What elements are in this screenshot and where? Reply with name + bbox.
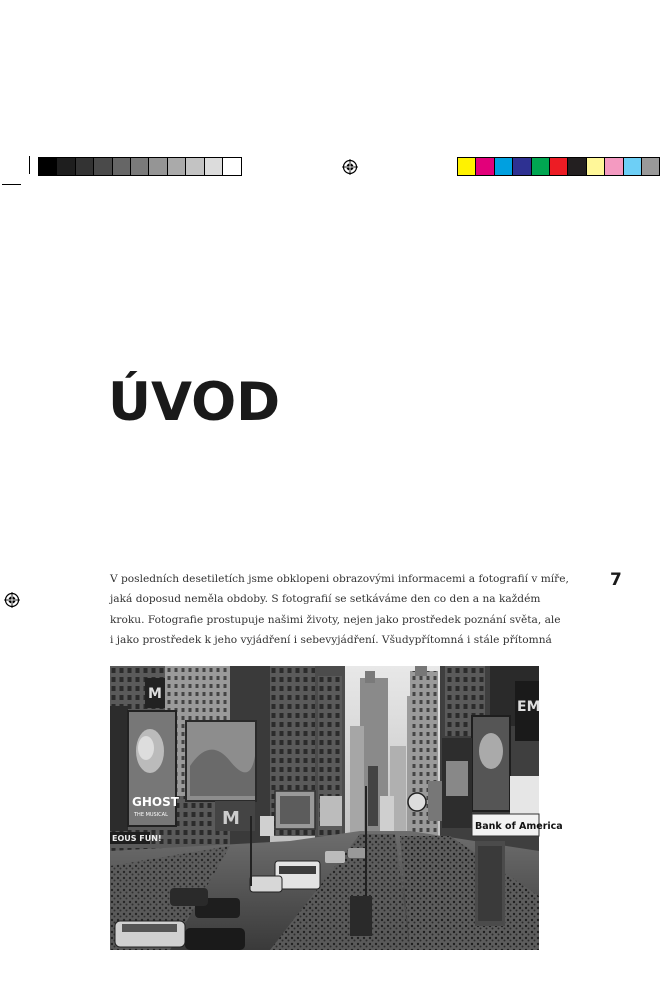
- grayscale-swatch: [76, 158, 94, 175]
- crop-mark-horizontal: [2, 184, 21, 185]
- color-swatch: [587, 158, 605, 175]
- sign-text: GHOST: [132, 795, 179, 809]
- paragraph-line: jaká doposud neměla obdoby. S fotografií se setkáváme den co den a na každém: [110, 593, 541, 606]
- times-square-photo: [110, 666, 563, 950]
- color-swatch: [476, 158, 494, 175]
- grayscale-swatch: [149, 158, 167, 175]
- registration-mark-left-icon: [4, 592, 20, 608]
- grayscale-swatch: [57, 158, 75, 175]
- sign-text: EOUS FUN!: [112, 834, 162, 843]
- color-swatch: [458, 158, 476, 175]
- color-swatch: [642, 158, 660, 175]
- sign-text: THE MUSICAL: [134, 812, 168, 818]
- grayscale-swatch: [39, 158, 57, 175]
- grayscale-swatch: [131, 158, 149, 175]
- grayscale-swatch: [205, 158, 223, 175]
- svg-text:M: M: [222, 808, 240, 829]
- intro-paragraph: [110, 569, 569, 650]
- paragraph-line: V posledních desetiletích jsme obklopeni obrazovými informacemi a fotografií v míře,: [110, 573, 569, 585]
- color-swatch: [513, 158, 531, 175]
- page-number: 7: [610, 570, 622, 590]
- svg-text:M: M: [148, 686, 162, 702]
- color-calibration-bar: [457, 157, 660, 176]
- color-swatch: [568, 158, 586, 175]
- color-swatch: [532, 158, 550, 175]
- grayscale-swatch: [168, 158, 186, 175]
- grayscale-swatch: [186, 158, 204, 175]
- color-swatch: [550, 158, 568, 175]
- registration-mark-icon: [342, 159, 358, 175]
- grayscale-swatch: [94, 158, 112, 175]
- paragraph-line: i jako prostředek k jeho vyjádření i sebevyjádření. Všudypřítomná i stále přítomná: [110, 633, 552, 646]
- color-swatch: [605, 158, 623, 175]
- sign-text: EM: [517, 699, 541, 715]
- sign-text: Bank of America: [475, 821, 563, 832]
- paragraph-line: kroku. Fotografie prostupuje našimi životy, nejen jako prostředek poznání světa, ale: [110, 613, 561, 626]
- color-swatch: [495, 158, 513, 175]
- grayscale-swatch: [113, 158, 131, 175]
- crop-mark-vertical: [29, 156, 30, 174]
- color-swatch: [624, 158, 642, 175]
- grayscale-calibration-bar: [38, 157, 242, 176]
- chapter-title: ÚVOD: [108, 372, 281, 433]
- grayscale-swatch: [223, 158, 241, 175]
